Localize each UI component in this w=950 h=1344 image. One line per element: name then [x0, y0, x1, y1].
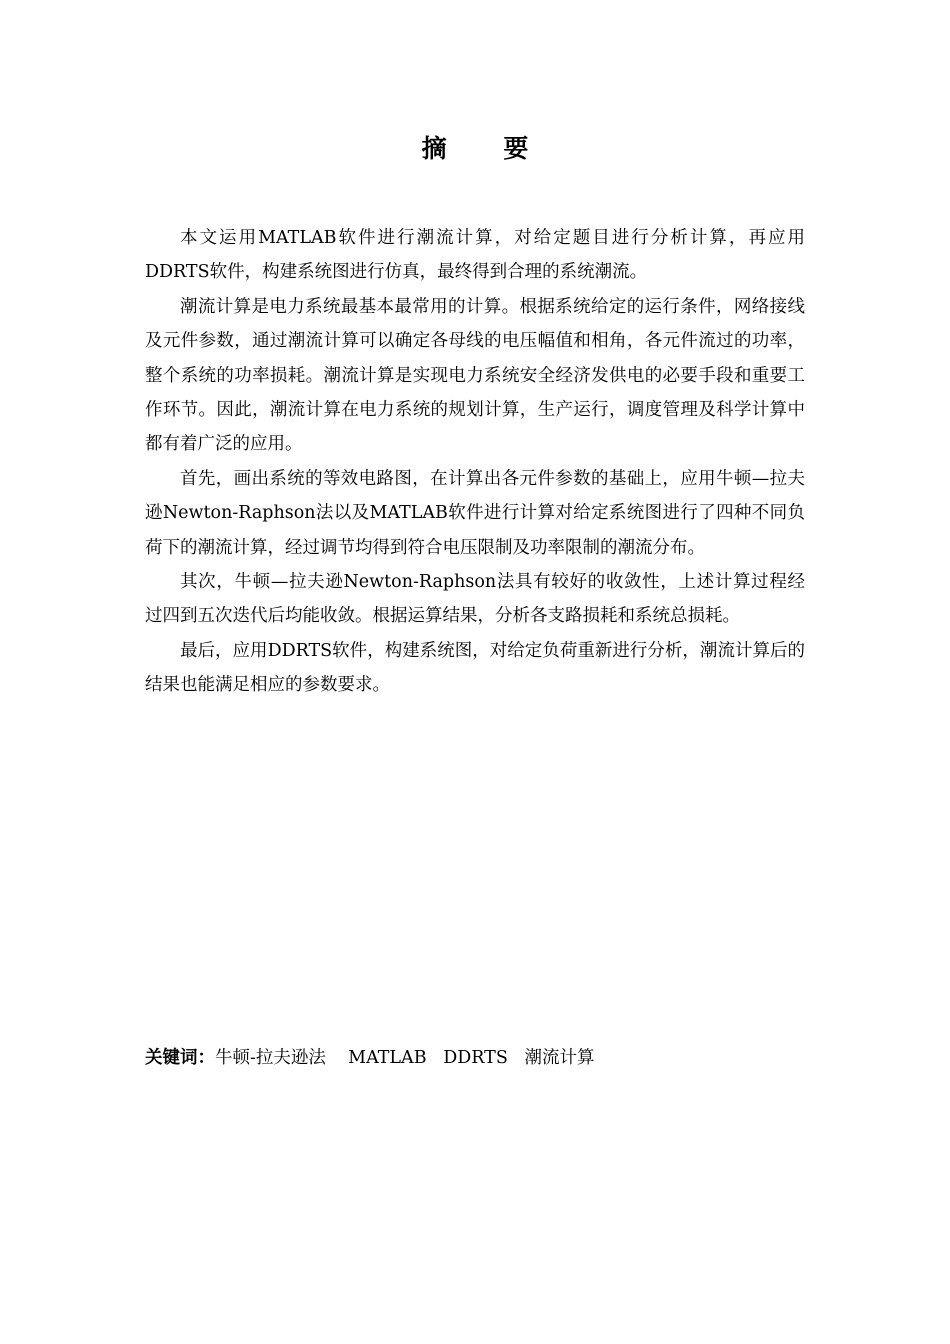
- keywords-label: 关键词：: [145, 1048, 215, 1068]
- abstract-paragraph-2: 潮流计算是电力系统最基本最常用的计算。根据系统给定的运行条件，网络接线及元件参数，通过潮流计算可以确定各母线的电压幅值和相角，各元件流过的功率，整个系统的功率损耗。潮流计算是实现电力系统安全经济发供电的必要手段和重要工作环节。因此，潮流计算在电力系统的规划计算，生产运行，调度管理及科学计算中都有着广泛的应用。: [145, 296, 805, 455]
- abstract-paragraph-4: 其次，牛顿—拉夫逊Newton-Raphson法具有较好的收敛性，上述计算过程经过四到五次迭代后均能收敛。根据运算结果，分析各支路损耗和系统总损耗。: [145, 572, 805, 627]
- keywords-text: 牛顿-拉夫逊法 MATLAB DDRTS 潮流计算: [215, 1048, 595, 1068]
- abstract-body: [145, 221, 805, 703]
- abstract-paragraph-1: 本文运用MATLAB软件进行潮流计算，对给定题目进行分析计算，再应用DDRTS软件，构建系统图进行仿真，最终得到合理的系统潮流。: [145, 228, 805, 283]
- abstract-title: 摘 要: [421, 134, 553, 163]
- keywords-line: [145, 1041, 805, 1075]
- abstract-paragraph-5: 最后，应用DDRTS软件，构建系统图，对给定负荷重新进行分析，潮流计算后的结果也能满足相应的参数要求。: [145, 640, 805, 696]
- abstract-paragraph-3: 首先，画出系统的等效电路图，在计算出各元件参数的基础上，应用牛顿—拉夫逊Newton-Raphson法以及MATLAB软件进行计算对给定系统图进行了四种不同负荷下的潮流计算，经过调节均得到符合电压限制及功率限制的潮流分布。: [145, 468, 805, 558]
